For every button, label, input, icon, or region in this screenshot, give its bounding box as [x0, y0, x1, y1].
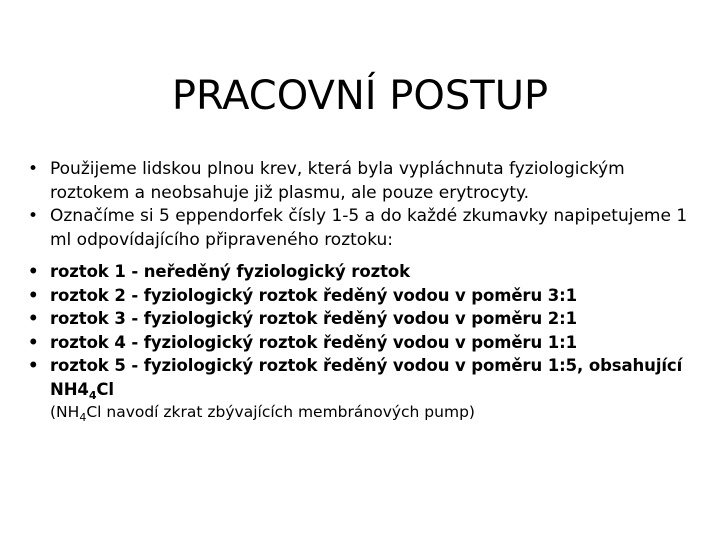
- bullet-icon: •: [28, 332, 39, 352]
- solution-text: roztok 5 - fyziologický roztok ředěný vodou v poměru 1:5, obsahující NH4: [50, 356, 683, 399]
- bullet-icon: •: [28, 159, 39, 179]
- footnote-prefix: (NH: [50, 403, 80, 421]
- solution-text: roztok 4 - fyziologický roztok ředěný vodou v poměru 1:1: [50, 332, 578, 352]
- bullet-icon: •: [28, 206, 39, 226]
- solutions-list: [24, 260, 704, 401]
- bullet-icon: •: [28, 356, 39, 375]
- solution-item: [24, 331, 704, 355]
- list-item: [24, 205, 704, 252]
- list-item-text: Označíme si 5 eppendorfek čísly 1-5 a do každé zkumavky napipetujeme 1 ml odpovídajícího připraveného roztoku:: [50, 206, 688, 250]
- page-title: PRACOVNÍ POSTUP: [171, 73, 549, 119]
- subscript: 4: [88, 388, 97, 402]
- bullet-icon: •: [28, 309, 39, 328]
- footnote: [24, 401, 704, 423]
- intro-list: [24, 158, 704, 252]
- solution-item: [24, 354, 704, 401]
- bullet-icon: •: [28, 262, 39, 281]
- solution-text: roztok 1 - neředěný fyziologický roztok: [50, 262, 410, 281]
- subscript: 4: [79, 411, 87, 424]
- bullet-icon: •: [28, 285, 39, 305]
- slide-content: [24, 158, 704, 423]
- list-item-text: Použijeme lidskou plnou krev, která byla vypláchnuta fyziologickým roztokem a neobsahuje již plasmu, ale pouze erytrocyty.: [50, 159, 625, 203]
- solution-item: [24, 260, 704, 284]
- solution-text: roztok 3 - fyziologický roztok ředěný vodou v poměru 2:1: [50, 309, 578, 328]
- solution-item: [24, 284, 704, 308]
- solution-item: [24, 307, 704, 331]
- list-item: [24, 158, 704, 205]
- footnote-text: Cl navodí zkrat zbývajících membránových pump): [86, 403, 475, 421]
- solution-text-tail: Cl: [96, 379, 114, 399]
- solution-text: roztok 2 - fyziologický roztok ředěný vodou v poměru 3:1: [50, 285, 578, 305]
